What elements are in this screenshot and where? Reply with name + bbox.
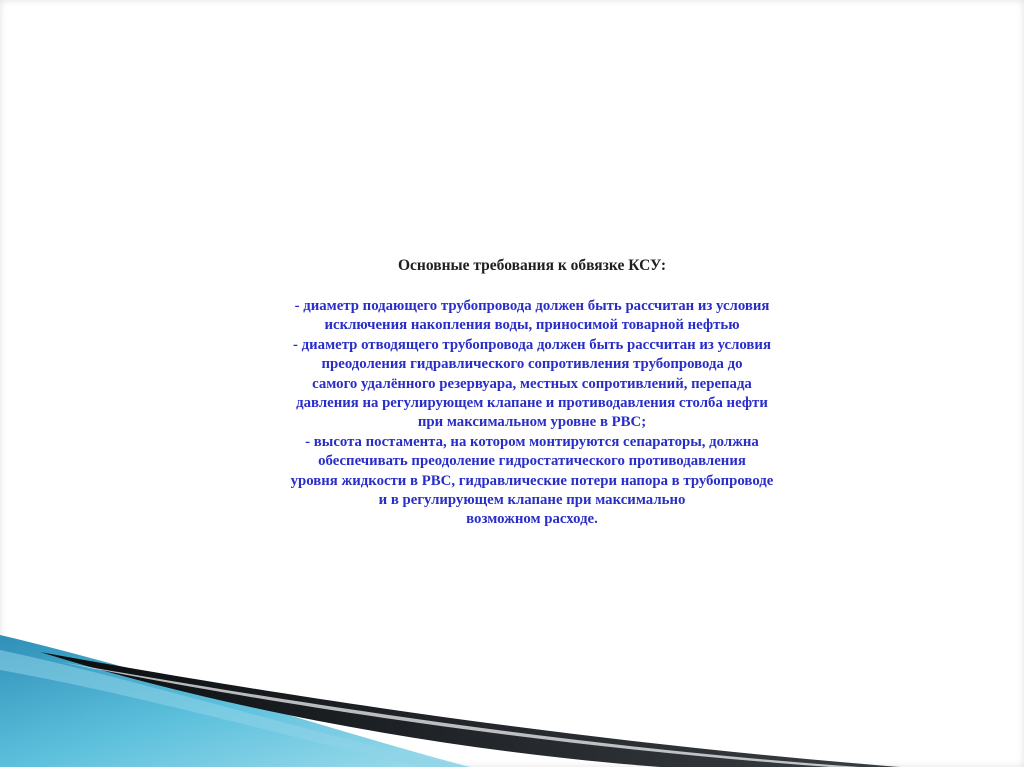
body-line-8: - высота постамента, на котором монтируются сепараторы, должна bbox=[305, 433, 759, 450]
body-line-4: преодоления гидравлического сопротивления трубопровода до bbox=[321, 356, 743, 373]
body-line-11: и в регулирующем клапане при максимально bbox=[378, 492, 686, 509]
body-line-7: при максимальном уровне в РВС; bbox=[417, 414, 647, 431]
body-line-3: - диаметр отводящего трубопровода должен быть рассчитан из условия bbox=[293, 336, 771, 353]
body-line-1: - диаметр подающего трубопровода должен быть рассчитан из условия bbox=[294, 298, 770, 314]
slide-text-block bbox=[232, 256, 832, 530]
body-line-12: возможном расходе. bbox=[466, 511, 598, 528]
corner-swoosh-decoration bbox=[0, 600, 1024, 767]
body-line-5: самого удалённого резервуара, местных сопротивлений, перепада bbox=[312, 375, 752, 392]
body-line-6: давления на регулирующем клапане и противодавления столба нефти bbox=[296, 395, 768, 412]
body-line-9: обеспечивать преодоление гидростатического противодавления bbox=[318, 453, 746, 470]
body-line-2: исключения накопления воды, приносимой товарной нефтью bbox=[324, 317, 740, 334]
body-line-10: уровня жидкости в РВС, гидравлические потери напора в трубопроводе bbox=[290, 472, 774, 489]
slide-title: Основные требования к обвязке КСУ: bbox=[397, 257, 667, 274]
